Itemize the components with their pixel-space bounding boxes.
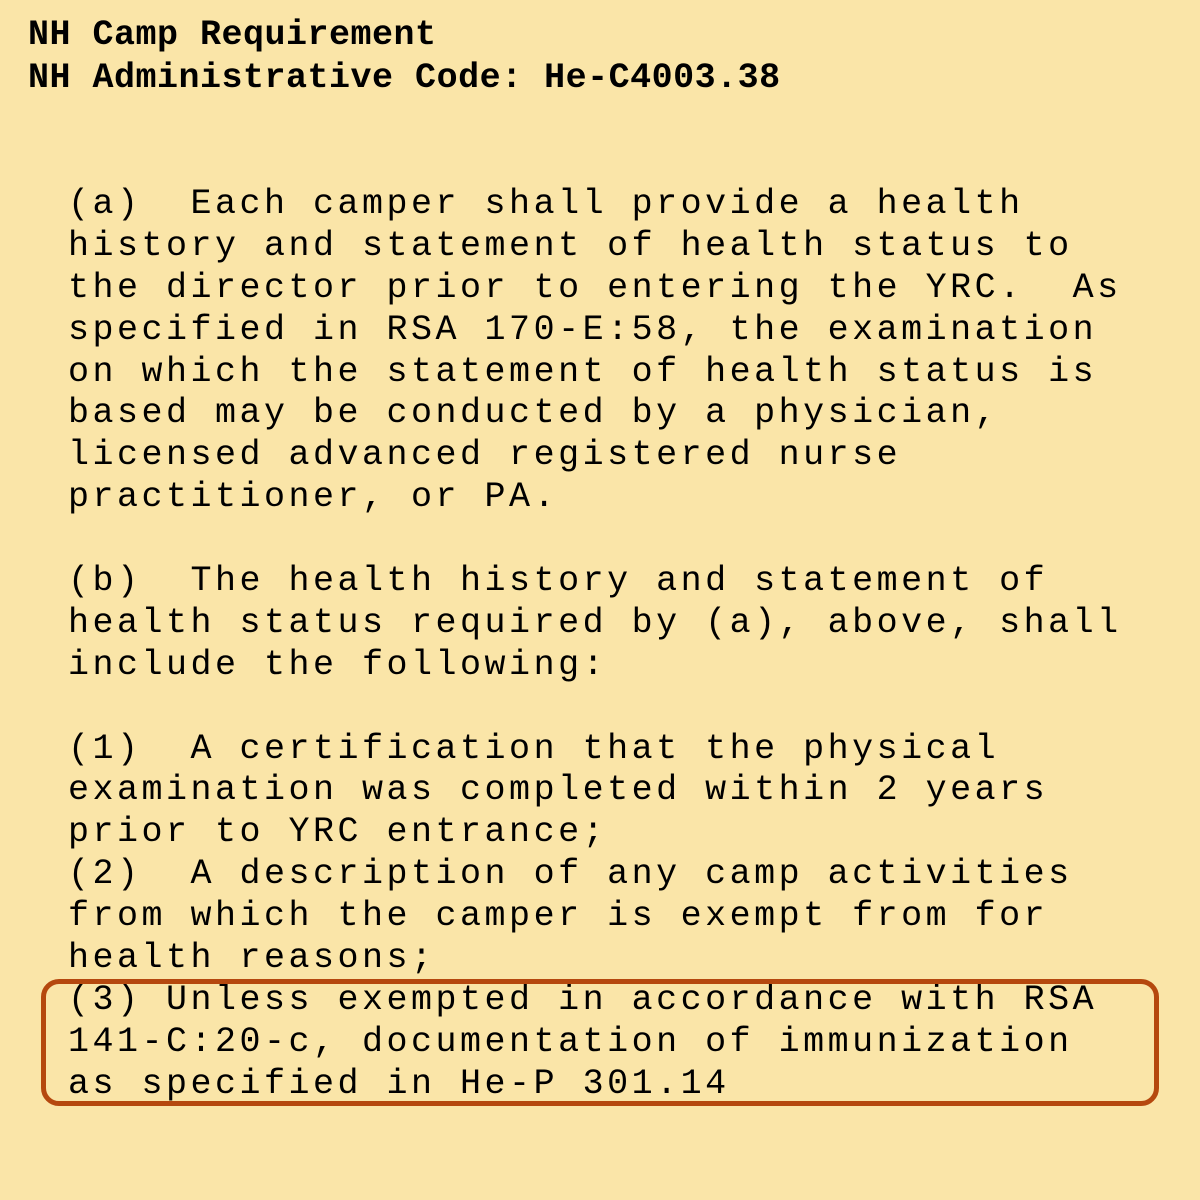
- spacer: [68, 519, 1122, 561]
- text-line: prior to YRC entrance;: [68, 812, 608, 853]
- paragraph-a: [68, 184, 1122, 519]
- text-line: (2) A description of any camp activities: [68, 854, 1073, 895]
- list-item-2: [68, 854, 1122, 980]
- text-line: specified in RSA 170-E:58, the examination: [68, 309, 1098, 350]
- document-header: [28, 14, 781, 100]
- text-line: as specified in He-P 301.14: [68, 1063, 730, 1104]
- text-line: (b) The health history and statement of: [68, 561, 1049, 602]
- text-line: (a) Each camper shall provide a health: [68, 184, 1024, 224]
- text-line: based may be conducted by a physician,: [68, 393, 1000, 434]
- code-reference: NH Administrative Code: He-C4003.38: [28, 58, 781, 98]
- text-line: on which the statement of health status is: [68, 351, 1098, 392]
- regulation-text: [68, 184, 1122, 1106]
- text-line: history and statement of health status to: [68, 225, 1073, 266]
- text-line: (1) A certification that the physical: [68, 728, 1000, 769]
- text-line: (3) Unless exempted in accordance with RSA: [68, 979, 1098, 1020]
- paragraph-b: [68, 561, 1122, 687]
- page-title: NH Camp Requirement: [28, 15, 437, 55]
- text-line: from which the camper is exempt from for: [68, 896, 1049, 937]
- text-line: health status required by (a), above, shall: [68, 602, 1122, 643]
- highlight-box: [41, 979, 1159, 1106]
- text-line: examination was completed within 2 years: [68, 770, 1049, 811]
- text-line: practitioner, or PA.: [68, 477, 559, 518]
- text-line: 141-C:20-c, documentation of immunization: [68, 1021, 1073, 1062]
- text-line: the director prior to entering the YRC. As: [68, 267, 1122, 308]
- list-item-1: [68, 729, 1122, 855]
- text-line: licensed advanced registered nurse: [68, 435, 902, 476]
- spacer: [68, 687, 1122, 729]
- text-line: include the following:: [68, 644, 608, 685]
- text-line: health reasons;: [68, 938, 436, 979]
